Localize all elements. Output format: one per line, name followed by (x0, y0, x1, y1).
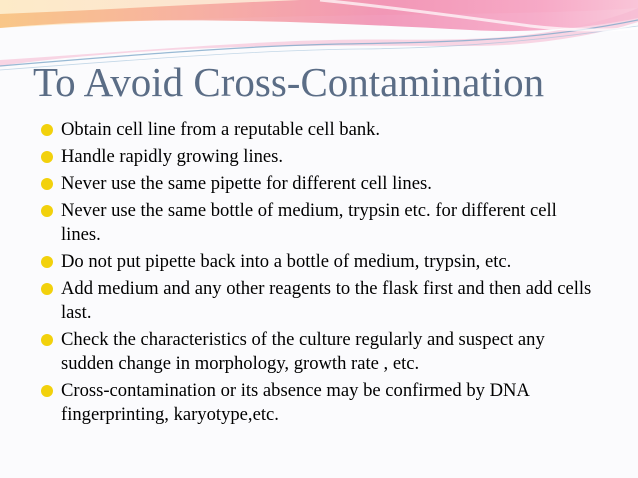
bullet-dot-icon (41, 283, 53, 295)
bullet-item (41, 145, 601, 169)
bullet-dot-icon (41, 178, 53, 190)
bullet-text: Obtain cell line from a reputable cell bank. (61, 119, 381, 140)
bullet-item (41, 250, 601, 274)
bullet-item (41, 199, 601, 247)
bullet-dot-icon (41, 256, 53, 268)
bullet-item (41, 328, 601, 376)
bullet-text: Never use the same bottle of medium, trypsin etc. for different cell lines. (61, 200, 557, 245)
slide-title: To Avoid Cross-Contamination (33, 59, 545, 105)
bullet-text: Do not put pipette back into a bottle of medium, trypsin, etc. (61, 251, 512, 272)
bullet-text: Never use the same pipette for different cell lines. (61, 173, 432, 194)
bullet-dot-icon (41, 124, 53, 136)
bullet-list (41, 118, 601, 430)
bullet-item (41, 172, 601, 196)
bullet-dot-icon (41, 334, 53, 346)
bullet-text: Handle rapidly growing lines. (61, 146, 284, 167)
bullet-dot-icon (41, 385, 53, 397)
bullet-dot-icon (41, 151, 53, 163)
bullet-text: Check the characteristics of the culture regularly and suspect any sudden change in morphology, growth rate , etc. (61, 329, 545, 374)
bullet-dot-icon (41, 205, 53, 217)
bullet-text: Cross-contamination or its absence may be confirmed by DNA fingerprinting, karyotype,etc. (61, 380, 529, 425)
bullet-item (41, 118, 601, 142)
bullet-item (41, 277, 601, 325)
bullet-text: Add medium and any other reagents to the flask first and then add cells last. (61, 278, 592, 323)
bullet-item (41, 379, 601, 427)
